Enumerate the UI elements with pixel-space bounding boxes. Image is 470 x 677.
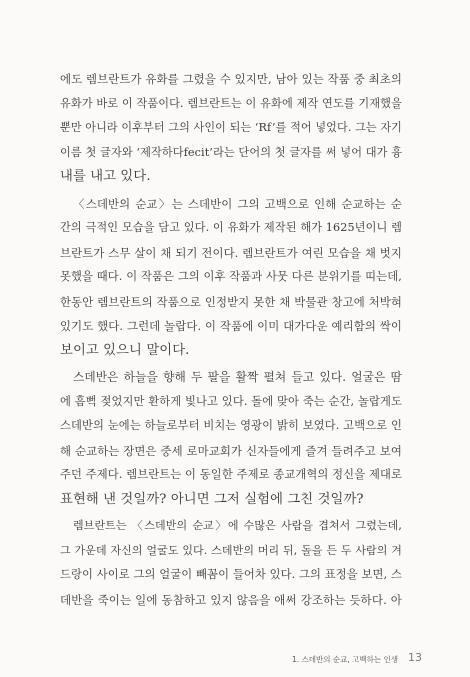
text-line: 유화가 바로 이 작품이다. 렘브란트는 이 유화에 제작 연도를 기재했을: [60, 96, 402, 110]
text-line: 해 순교하는 장면은 중세 로마교회가 신자들에게 즐겨 들려주고 보여: [60, 443, 402, 458]
paragraph: [60, 192, 402, 364]
text-line: 스데반의 눈에는 하늘로부터 비치는 영광이 밝히 보였다. 고백으로 인: [60, 419, 402, 432]
text-line: 표현해 낸 것일까? 아니면 그저 실험에 그친 것일까?: [60, 491, 364, 507]
text-line: 그 가운데 자신의 얼굴도 있다. 스데반의 머리 뒤, 돌을 든 두 사람의 겨: [60, 543, 402, 557]
text-line: 한동안 렘브란트의 작품으로 인정받지 못한 채 박물관 창고에 처박혀: [60, 294, 402, 309]
paragraph: [60, 365, 402, 512]
paragraph: [60, 67, 402, 190]
text-line: 이름 첫 글자와 ‘제작하다fecit’라는 단어의 첫 글자를 써 넣어 대가 흉: [60, 145, 403, 159]
paragraph: [60, 514, 402, 612]
body-text: [60, 67, 402, 612]
text-line: 〈스데반의 순교〉는 스데반이 그의 고백으로 인해 순교하는 순: [73, 196, 402, 211]
text-line: 데반을 죽이는 일에 동참하고 있지 않음을 애써 강조하는 듯하다. 아: [60, 592, 402, 607]
text-line: 내를 내고 있다.: [60, 169, 151, 184]
text-line: 렘브란트는 〈스데반의 순교〉에 수많은 사람을 겹쳐서 그렸는데,: [73, 519, 402, 532]
text-line: 주던 주제다. 렘브란트는 이 동일한 주제로 종교개혁의 정신을 제대로: [60, 468, 402, 481]
running-head: 1. 스데반의 순교, 고백하는 인생: [291, 655, 398, 664]
text-line: 간의 극적인 모습을 담고 있다. 이 유화가 제작된 해가 1625년이니 렘: [60, 221, 402, 234]
text-line: 보이고 있으니 말이다.: [60, 342, 190, 358]
text-line: 스데반은 하늘을 향해 두 팔을 활짝 펼쳐 들고 있다. 얼굴은 땀: [73, 370, 402, 384]
page-number: 13: [408, 651, 422, 664]
text-line: 못했을 때다. 이 작품은 그의 이후 작품과 사뭇 다른 분위기를 띠는데,: [60, 270, 402, 283]
page-footer: [0, 651, 470, 667]
text-line: 에도 렘브란트가 유화를 그렸을 수 있지만, 남아 있는 작품 중 최초의: [60, 72, 402, 86]
text-line: 브란트가 스무 살이 채 되기 전이다. 렘브란트가 여린 모습을 채 벗지: [60, 245, 402, 260]
text-line: 뿐만 아니라 이후부터 그의 사인이 되는 ‘Rf’를 적어 넣었다. 그는 자기: [60, 121, 402, 134]
text-line: 드랑이 사이로 그의 얼굴이 빼꼼이 들어차 있다. 그의 표정을 보면, 스: [60, 568, 402, 581]
text-line: 에 흠뻑 젖었지만 환하게 빛나고 있다. 돌에 맞아 죽는 순간, 놀랍게도: [60, 394, 402, 408]
text-line: 있기도 했다. 그런데 놀랍다. 이 작품에 이미 대가다운 예리함의 싹이: [60, 319, 402, 333]
